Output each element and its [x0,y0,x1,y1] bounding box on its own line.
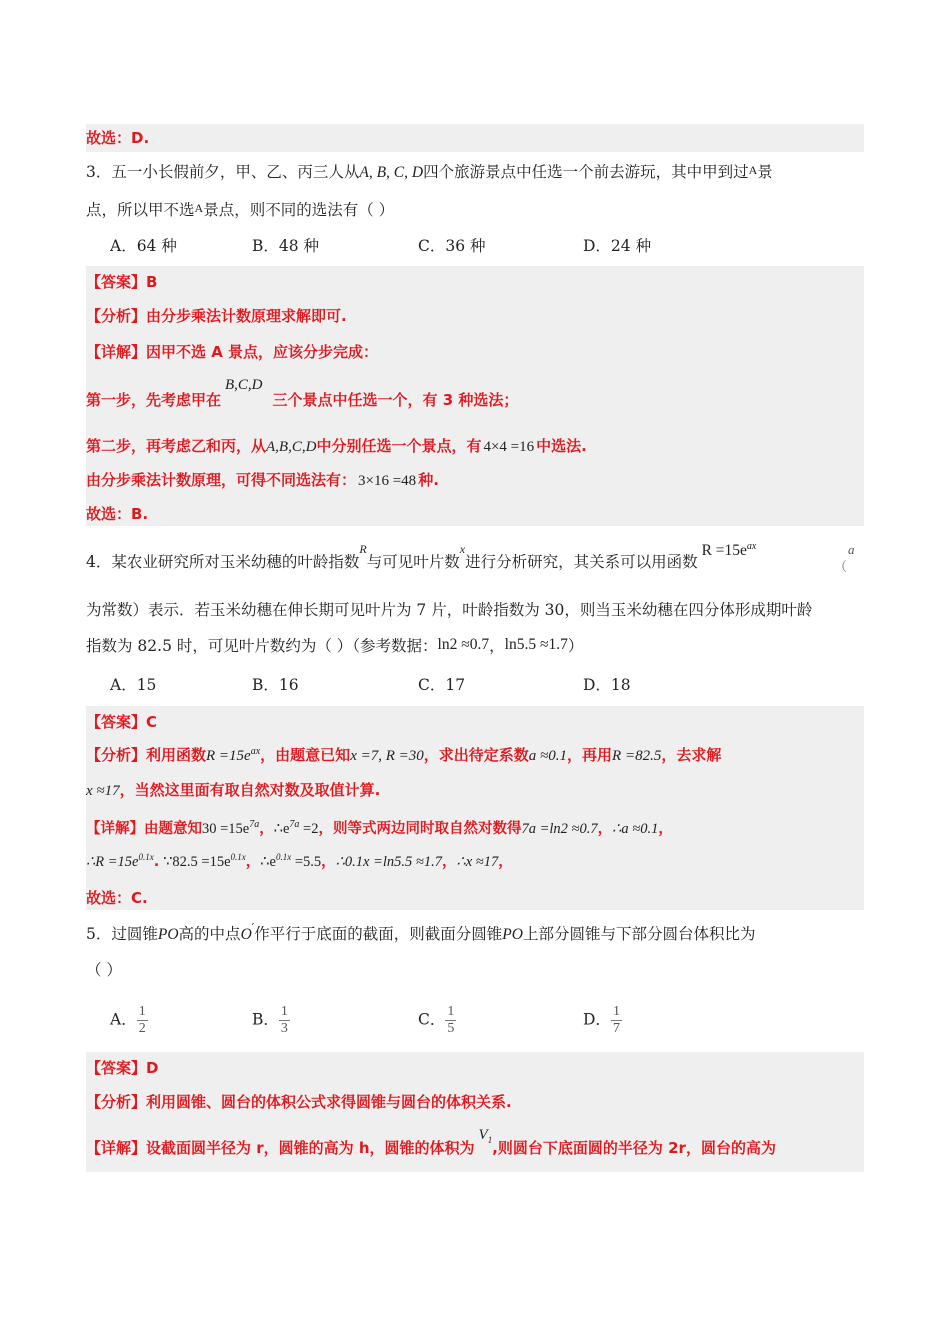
q3-step2: 第二步，再考虑乙和丙，从A,B,C,D中分别任选一个景点，有 4×4 =16 中选法. [86,437,587,455]
q4-detail-line2: ∴R $=15e^{0.1x}$. ∵82.5 $=15e^{0.1x}$，$\therefore e^{0.1x} =5.5$，∴0.1x =ln5.5 ≈1.7，∴x ≈17， [86,852,513,870]
q5-options [86,1000,864,1044]
q3-option-b: B．48 种 [252,237,320,255]
q5-option-b: B． $\frac{1}{3}$ [252,1004,288,1036]
q5-analysis: 【分析】利用圆锥、圆台的体积公式求得圆锥与圆台的体积关系. [86,1093,512,1111]
q4-stem-line3: 指数为 82.5 时，可见叶片数约为（ ）（参考数据：ln2 ≈0.7，ln5.5 ≈1.7） [86,636,584,655]
q5-option-d: D． $\frac{1}{7}$ [583,1004,620,1036]
q5-answer: 【答案】D [86,1059,159,1077]
q3-stem-line1: 3．五一小长假前夕，甲、乙、丙三人从A, B, C, D四个旅游景点中任选一个前去游玩，其中甲到过A景 [86,163,773,181]
q3-detail: 【详解】因甲不选 A 景点，应该分步完成： [86,343,379,361]
q4-conclusion: 故选：C. [86,889,148,907]
q4-analysis: 【分析】利用函数$R =15e^{ax}$，由题意已知x =7, R =30，求出待定系数a ≈0.1，再用R =82.5，去求解 [86,746,722,764]
q4-option-b: B．16 [252,676,299,694]
q4-stem-line2: 为常数）表示．若玉米幼穗在伸长期可见叶片为 7 片，叶龄指数为 30，则当玉米幼穗在四分体形成期叶龄 [86,601,813,619]
q5-option-a: A． $\frac{1}{2}$ [110,1004,146,1036]
q4-option-d: D．18 [583,676,631,694]
q3-conclusion: 故选：B. [86,505,149,523]
q5-stem-line2: （ ） [86,961,122,979]
q3-step1: 第一步，先考虑甲在B,C,D三个景点中任选一个，有 3 种选法； [86,377,519,409]
q4-option-a: A．15 [110,676,157,694]
q4-analysis-line2: x ≈17，当然这里面有取自然对数及取值计算. [86,781,381,799]
q4-solution-box [86,706,864,910]
q3-stem-line2: 点，所以甲不选A景点，则不同的选法有（ ） [86,201,395,219]
q5-detail: 【详解】设截面圆半径为 r，圆锥的高为 h，圆锥的体积为$V_1$,则圆台下底面圆的半径为 2r，圆台的高为 [86,1127,776,1157]
q4-detail: 【详解】由题意知$30 =15e^{7a}$，$\therefore e^{7a} =2$，则等式两边同时取自然对数得7a =ln2 ≈0.7，∴a ≈0.1， [86,819,673,837]
q3-step3: 由分步乘法计数原理，可得不同选法有： 3×16 =48 种. [86,471,439,489]
q3-answer: 【答案】B [86,273,158,291]
q4-stem-line1: 4．某农业研究所对玉米幼穗的叶龄指数$^R$与可见叶片数$^x$进行分析研究，其关系可以用函数$R =15e^{ax}$ （ a [86,541,855,575]
prev-conclusion: 故选：D. [86,124,864,152]
q3-option-a: A．64 种 [110,237,177,255]
q5-stem-line1: 5．过圆锥PO高的中点O′作平行于底面的截面，则截面分圆锥PO上部分圆锥与下部分圆台体积比为 [86,921,756,943]
q3-option-d: D．24 种 [583,237,652,255]
q5-option-c: C． $\frac{1}{5}$ [418,1004,455,1036]
q4-answer: 【答案】C [86,713,158,731]
q3-option-c: C．36 种 [418,237,486,255]
q3-analysis: 【分析】由分步乘法计数原理求解即可. [86,307,347,325]
q4-option-c: C．17 [418,676,466,694]
